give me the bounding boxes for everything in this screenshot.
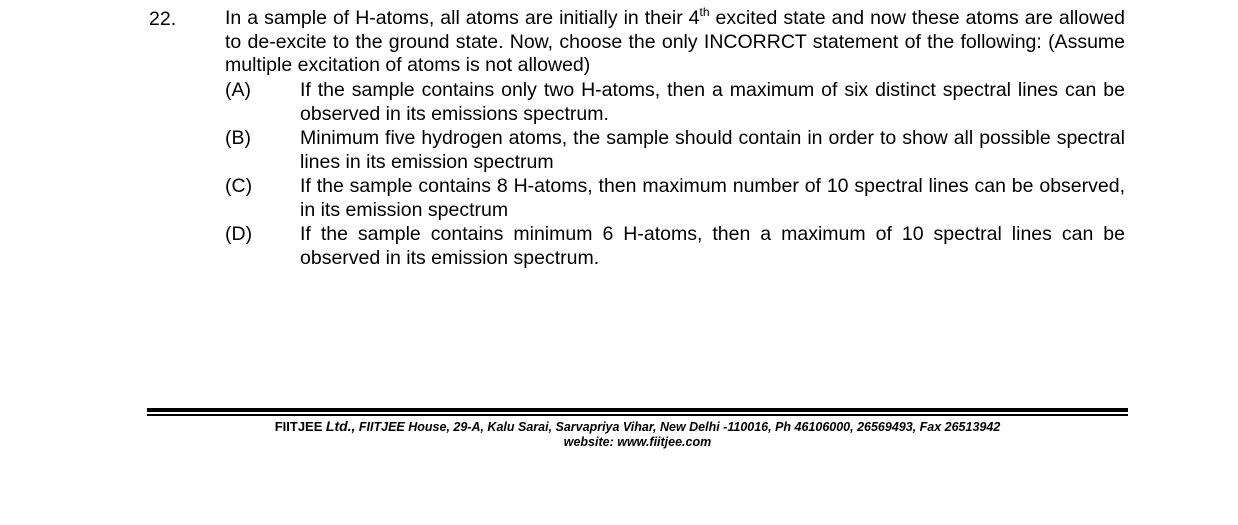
question-stem-part1: In a sample of H-atoms, all atoms are initially in their 4 bbox=[225, 7, 700, 29]
option-b bbox=[225, 126, 1125, 174]
question-number: 22. bbox=[149, 8, 177, 30]
option-d-text: If the sample contains minimum 6 H-atoms, then a maximum of 10 spectral lines can be observed in its emission spectrum. bbox=[300, 223, 1125, 269]
option-c-label: (C) bbox=[225, 175, 253, 197]
footer-address-line bbox=[147, 419, 1128, 435]
question-stem bbox=[225, 4, 1125, 78]
footer-address: FIITJEE House, 29-A, Kalu Sarai, Sarvapriya Vihar, New Delhi -110016, Ph 46106000, 26569493, Fax 26513942 bbox=[358, 420, 1001, 434]
option-a-text: If the sample contains only two H-atoms, then a maximum of six distinct spectral lines can be observed in its emissions spectrum. bbox=[300, 79, 1125, 125]
option-b-text: Minimum five hydrogen atoms, the sample should contain in order to show all possible spectral lines in its emission spectrum bbox=[300, 127, 1125, 173]
question-stem-part2: excited state and now these atoms are allowed to de-excite to the ground state. Now, choose the only INCORRCT statement of the following: (Assume multiple excitation of atoms is not allowed) bbox=[225, 7, 1125, 76]
page-footer bbox=[147, 419, 1128, 450]
option-c bbox=[225, 174, 1125, 222]
option-c-text: If the sample contains 8 H-atoms, then maximum number of 10 spectral lines can be observed, in its emission spectrum bbox=[300, 175, 1125, 221]
ordinal-superscript: th bbox=[699, 4, 710, 19]
footer-ltd: Ltd., bbox=[325, 418, 356, 434]
option-b-label: (B) bbox=[225, 127, 251, 149]
footer-divider-thin bbox=[147, 414, 1128, 416]
option-a bbox=[225, 78, 1125, 126]
footer-divider-thick bbox=[147, 408, 1128, 412]
footer-website: website: www.fiitjee.com bbox=[563, 435, 712, 449]
option-d-label: (D) bbox=[225, 223, 253, 245]
footer-brand: FIITJEE bbox=[274, 419, 323, 434]
option-a-label: (A) bbox=[225, 79, 251, 101]
option-d bbox=[225, 222, 1125, 270]
